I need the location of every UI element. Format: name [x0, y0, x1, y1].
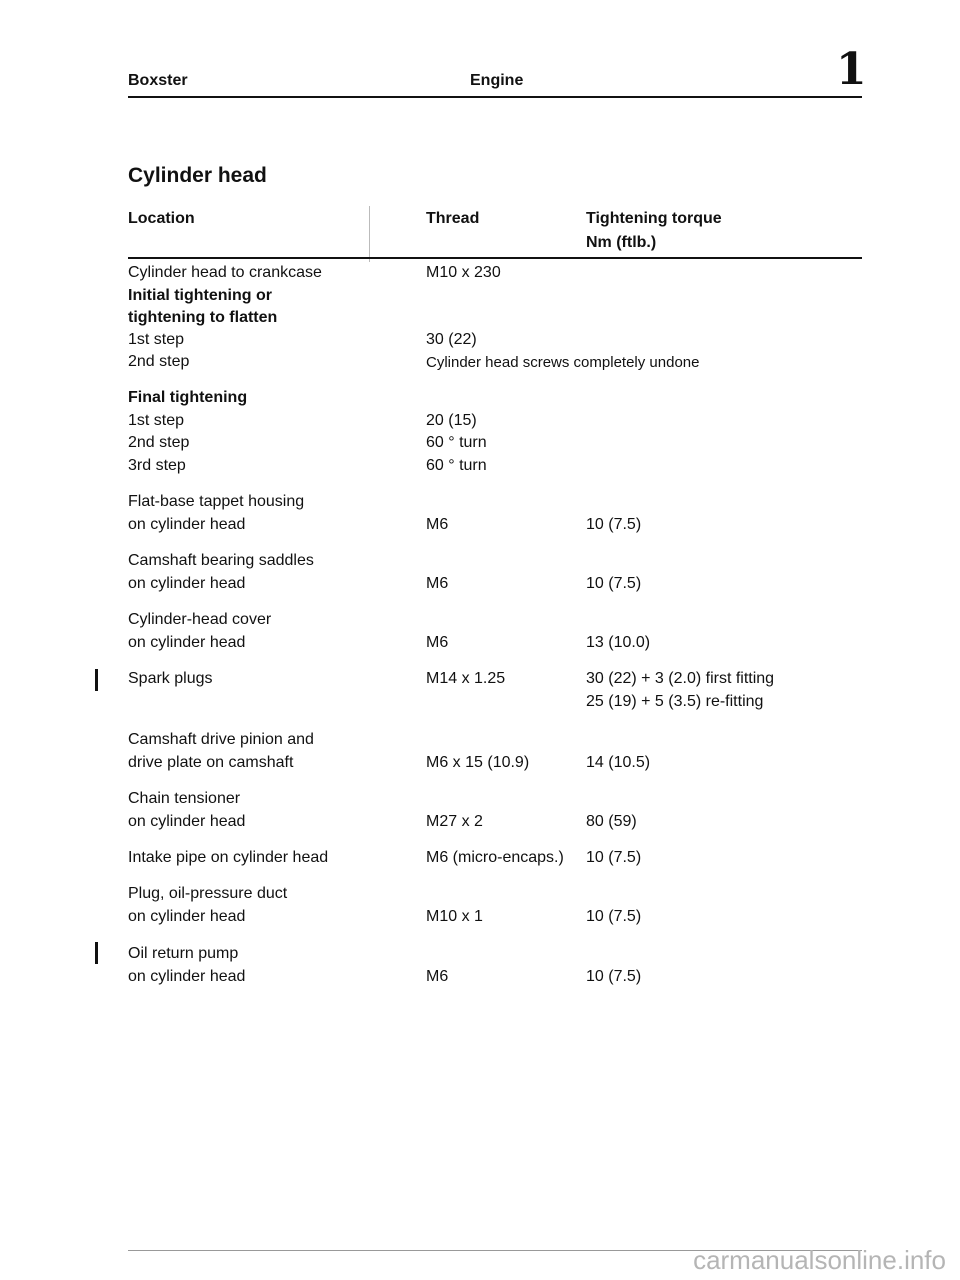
table-row-torque: 13 (10.0) — [586, 634, 651, 651]
change-bar — [95, 669, 98, 691]
table-row-location: Intake pipe on cylinder head — [128, 849, 329, 866]
table-row-location: Cylinder-head cover — [128, 611, 272, 628]
table-row-torque: 10 (7.5) — [586, 849, 642, 866]
table-row-thread: M6 — [426, 634, 449, 651]
table-row-location: 3rd step — [128, 457, 186, 474]
table-row-thread: M6 x 15 (10.9) — [426, 754, 530, 771]
column-header-thread: Thread — [426, 210, 480, 227]
table-row-location: 1st step — [128, 331, 185, 348]
header-section: Engine — [470, 72, 524, 89]
table-row-thread: Cylinder head screws completely undone — [426, 354, 700, 371]
section-title: Cylinder head — [128, 164, 267, 187]
header-rule — [128, 96, 862, 98]
table-row-thread: M6 (micro-encaps.) — [426, 849, 564, 866]
column-header-torque: Tightening torque — [586, 210, 722, 227]
table-row-thread: M10 x 230 — [426, 264, 501, 281]
table-row-location: on cylinder head — [128, 968, 246, 985]
table-row-location: 2nd step — [128, 353, 190, 370]
table-row-torque: 25 (19) + 5 (3.5) re-fitting — [586, 693, 764, 710]
table-header-rule — [128, 257, 862, 259]
table-row-location: on cylinder head — [128, 634, 246, 651]
table-row-location: 1st step — [128, 412, 185, 429]
table-row-location: Spark plugs — [128, 670, 213, 687]
table-row-torque: 10 (7.5) — [586, 968, 642, 985]
table-row-torque: 10 (7.5) — [586, 516, 642, 533]
table-row-location: tightening to flatten — [128, 309, 278, 326]
table-row-location: Cylinder head to crankcase — [128, 264, 322, 281]
table-row-thread: 60 ° turn — [426, 457, 487, 474]
change-bar — [95, 942, 98, 964]
table-row-location: Camshaft bearing saddles — [128, 552, 314, 569]
table-row-torque: 10 (7.5) — [586, 575, 642, 592]
table-row-location: on cylinder head — [128, 813, 246, 830]
table-row-thread: M6 — [426, 968, 449, 985]
table-row-location: 2nd step — [128, 434, 190, 451]
table-row-torque: 14 (10.5) — [586, 754, 651, 771]
table-row-thread: 30 (22) — [426, 331, 477, 348]
table-row-thread: M14 x 1.25 — [426, 670, 506, 687]
table-row-torque: 30 (22) + 3 (2.0) first fitting — [586, 670, 775, 687]
table-row-thread: M6 — [426, 516, 449, 533]
column-header-torque-unit: Nm (ftlb.) — [586, 234, 657, 251]
table-row-thread: M6 — [426, 575, 449, 592]
watermark: carmanualsonline.info — [693, 1245, 946, 1275]
table-row-location: Oil return pump — [128, 945, 239, 962]
table-row-location: on cylinder head — [128, 575, 246, 592]
table-row-location: drive plate on camshaft — [128, 754, 294, 771]
page-header — [0, 0, 960, 100]
table-row-location: Final tightening — [128, 389, 248, 406]
table-row-location: Flat-base tappet housing — [128, 493, 305, 510]
table-row-torque: 80 (59) — [586, 813, 637, 830]
column-header-location: Location — [128, 210, 195, 227]
table-row-location: on cylinder head — [128, 908, 246, 925]
table-row-thread: 60 ° turn — [426, 434, 487, 451]
table-row-location: Chain tensioner — [128, 790, 241, 807]
header-model: Boxster — [128, 72, 188, 89]
table-row-torque: 10 (7.5) — [586, 908, 642, 925]
chapter-number: 1 — [836, 44, 867, 95]
table-row-location: Camshaft drive pinion and — [128, 731, 314, 748]
table-row-location: Plug, oil-pressure duct — [128, 885, 288, 902]
table-row-location: Initial tightening or — [128, 287, 272, 304]
table-row-thread: 20 (15) — [426, 412, 477, 429]
column-divider — [369, 206, 370, 262]
table-row-thread: M27 x 2 — [426, 813, 483, 830]
table-row-location: on cylinder head — [128, 516, 246, 533]
table-row-thread: M10 x 1 — [426, 908, 483, 925]
